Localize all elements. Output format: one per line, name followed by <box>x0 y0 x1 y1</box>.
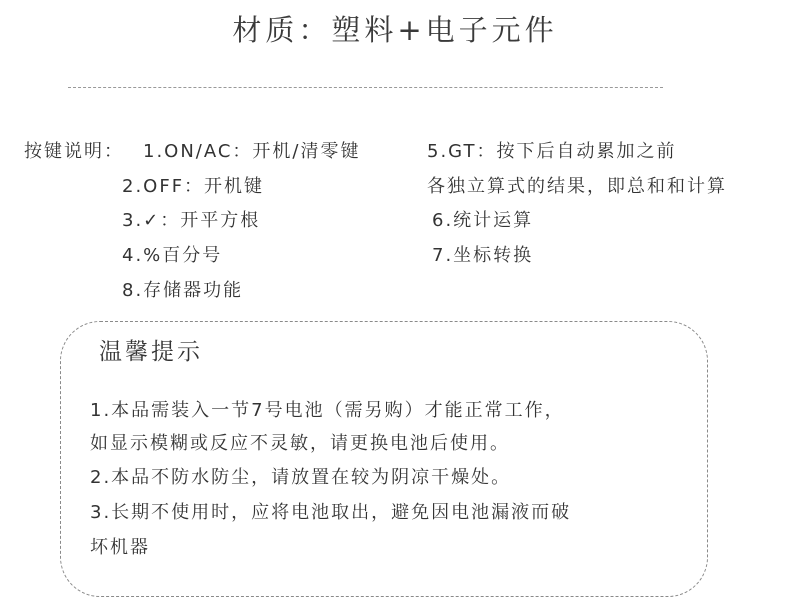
tip-line-5: 坏机器 <box>90 537 150 558</box>
key-item-gt-continued: 各独立算式的结果，即总和和计算 <box>427 176 727 197</box>
key-item-percent: 4.%百分号 <box>122 245 223 266</box>
key-item-memory: 8.存储器功能 <box>122 280 244 301</box>
dashed-divider <box>68 87 663 88</box>
page-title: 材质：塑料+电子元件 <box>232 13 558 47</box>
tip-line-3: 2.本品不防水防尘，请放置在较为阴凉干燥处。 <box>90 467 512 488</box>
tip-line-2: 如显示模糊或反应不灵敏，请更换电池后使用。 <box>90 433 510 454</box>
key-item-statistics: 6.统计运算 <box>432 210 534 231</box>
key-item-sqrt: 3.✓：开平方根 <box>122 210 261 231</box>
key-item-gt: 5.GT：按下后自动累加之前 <box>427 141 677 162</box>
tip-line-1: 1.本品需装入一节7号电池（需另购）才能正常工作， <box>90 400 565 421</box>
key-instructions-heading: 按键说明： <box>24 141 124 162</box>
key-item-coordinate: 7.坐标转换 <box>432 245 534 266</box>
tips-title: 温馨提示 <box>99 339 203 365</box>
key-item-off: 2.OFF：开机键 <box>122 176 265 197</box>
tip-line-4: 3.长期不使用时，应将电池取出，避免因电池漏液而破 <box>90 502 572 523</box>
key-item-on-ac: 1.ON/AC：开机/清零键 <box>143 141 361 162</box>
